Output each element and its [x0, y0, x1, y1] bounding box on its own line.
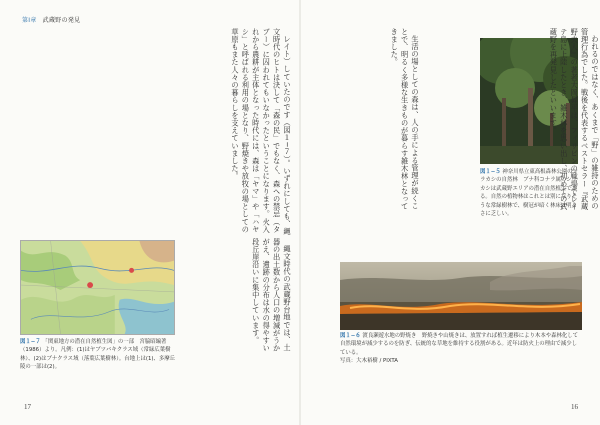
right-body-text: われるのではなく、あくまで「野」の雑持のための管理行為でした。戦後を代表するベストセラー『武蔵野夫人』の著者大岡昇平は、フィリピンの戦場でレイテ島に上陸したとき、雑木林を思い出し、初めての武蔵野を再発見したといいます。 [549, 28, 600, 211]
chapter-title: 武蔵野の発見 [42, 17, 81, 24]
field-burning-photo-image [340, 262, 582, 330]
fire-caption-credit: 写真：大木裕樹 / PIXTA [340, 358, 398, 365]
forest-caption-number: 図１−５ [480, 169, 501, 175]
right-page-upper-body [305, 28, 420, 216]
running-header [22, 15, 80, 24]
left-lower-text: 縄文時代の武蔵野台地では、土器の出土数から人口の増減がうかがえ、遺跡の分布は水の得やすい段丘崖沿いに集中しています。 [251, 238, 292, 352]
fire-caption-text: 渡良瀬遊水地の野焼き 野焼きや山焼きは、放置すれば植生遷移により木本や森林化して自然環境が減少するのを防ぎ、伝統的な草地を維持する役割がある。近年は防火上の理由で減少している。 [340, 333, 579, 356]
vegetation-map-figure [20, 240, 175, 335]
folio-left: 17 [24, 403, 31, 411]
map-caption-number: 図１−７ [20, 339, 41, 345]
page-gutter [299, 0, 301, 425]
folio-right: 16 [571, 403, 578, 411]
right-page-body [420, 28, 600, 216]
field-burning-caption [340, 332, 582, 366]
chapter-label: 第Ⅰ章 [22, 17, 37, 24]
left-page-lower-body [180, 238, 292, 358]
left-page-body [20, 28, 292, 240]
map-caption [20, 338, 178, 372]
vegetation-map-image [21, 241, 174, 334]
right-upper-text: 生活の場としての森は、人の手による管理が続くことで、明るく多様な生きものが暮らす雑木林となってきました。 [390, 28, 420, 211]
forest-caption-text: 神奈川県立東高根森林公園のシラカシの自然林 ブナ科コナラ属のシラカシは武蔵野エリアの潜在自然植生である。自然の植物林はこれとは別になりそうな常緑樹林で、樹冠が暗く林床は明るさに乏しい。 [480, 169, 578, 218]
left-body-text: レイト）していたのです（図１−７）。いずれにしても、縄文時代のヒトは決して「森の民」でもなく、森への禁忌（タブー）に囚われてもいなかったということになります。火入れから農耕が主体となった時代には、森は「ヤマ」や「ハヤシ」と呼ばれる利用の場となり、野焼きや放牧の場としての草原もまた人々の暮らしを支えていました。 [230, 28, 292, 236]
map-caption-text: 「関東地方の潜在自然植生図」の一部 宮脇昭編著（1986）より。凡例：(1)はヤブツバキクラス域（常緑広葉樹林）、(2)はブナクラス域（落葉広葉樹林）。台地上は(1)、多摩丘陵の一部は(2)。 [20, 339, 176, 371]
fire-caption-number: 図１−６ [340, 333, 361, 339]
field-burning-photo [340, 262, 582, 330]
